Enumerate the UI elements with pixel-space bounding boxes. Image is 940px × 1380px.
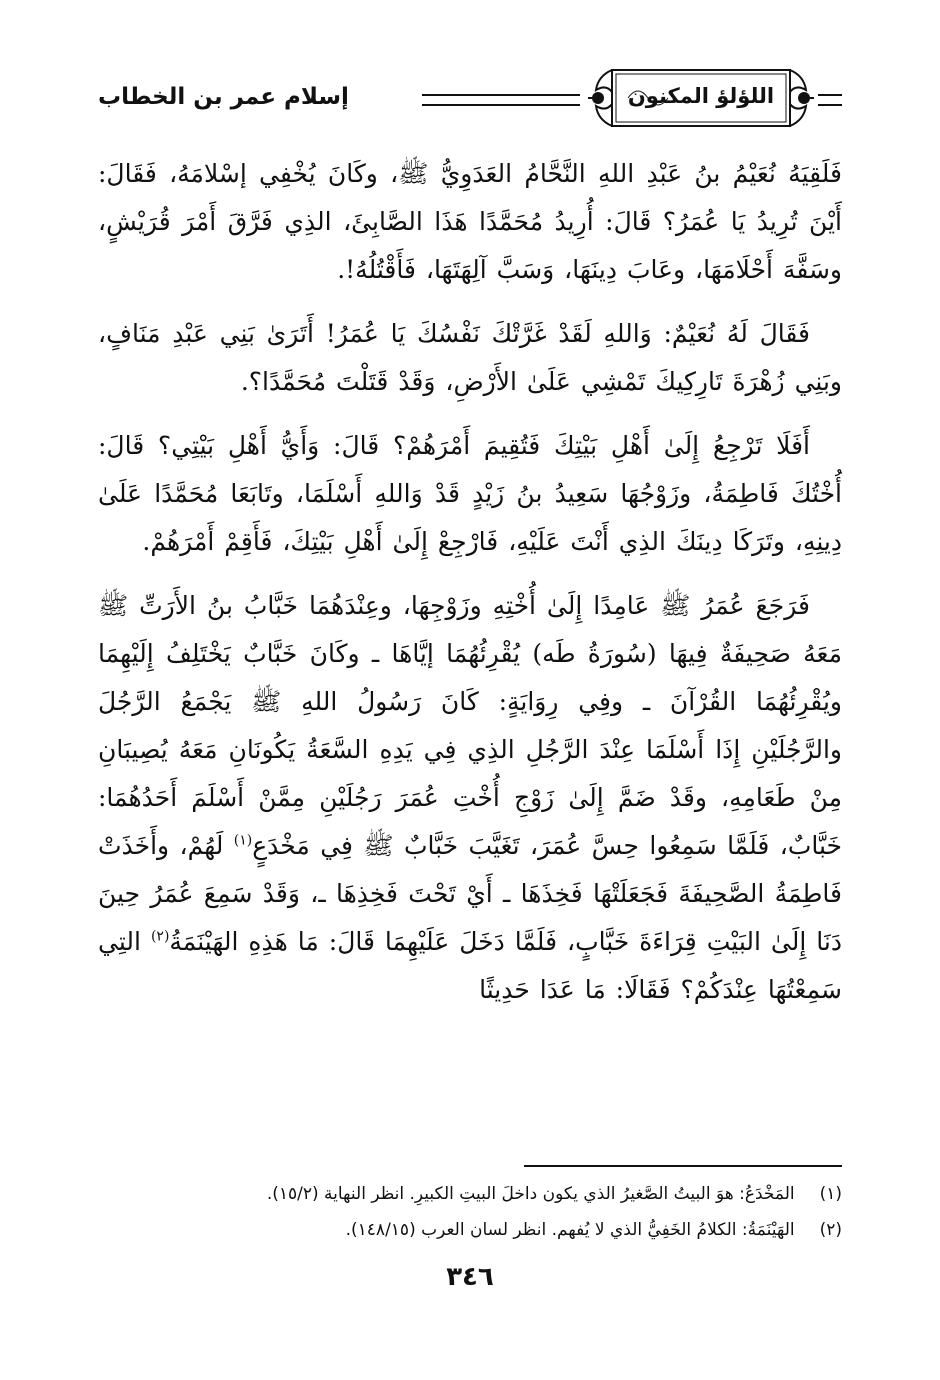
paragraph-4-part-2: لَهُمْ، وأَخَذَتْ فَاطِمَةُ الصَّحِيفَةَ فَجَعَلَتْهَا فَخِذَهَا ـ أَيْ تَحْتَ فَخِذِهَا ـ، وَقَدْ سَمِعَ عُمَرُ حِينَ دَنَا إِلَىٰ البَيْتِ قِرَاءَةَ خَبَّابٍ، فَلَمَّا دَخَلَ عَلَيْهِمَا قَالَ: مَا هَذِهِ الهَيْنَمَةُ (98, 831, 842, 956)
book-title-ornament (588, 64, 814, 132)
footnote-separator (524, 1165, 842, 1167)
paragraph-4-part-3: التِي سَمِعْتُهَا عِنْدَكُمْ؟ فَقَالَا: مَا عَدَا حَدِيثًا (98, 927, 842, 1004)
paragraph-1: فَلَقِيَهُ نُعَيْمُ بنُ عَبْدِ اللهِ النَّحَّامُ العَدَوِيُّ ﷺ، وكَانَ يُخْفِي إسْلامَهُ، فَقَالَ: أَيْنَ تُرِيدُ يَا عُمَرُ؟ قَالَ: أُرِيدُ مُحَمَّدًا هَذَا الصَّابِئَ، الذِي فَرَّقَ أَمْرَ قُرَيْشٍ، وسَفَّهَ أَحْلَامَهَا، وعَابَ دِينَهَا، وَسَبَّ آلِهَتَهَا، فَأَقْتُلُهُ!. (98, 159, 842, 284)
footnote-mark-2: (٢) (150, 928, 170, 945)
paragraph-4 (98, 582, 842, 1014)
footnote-text: المَخْدَعُ: هوَ البيتُ الصَّغيرُ الذي يكون داخلَ البيتِ الكبيرِ. انظر النهاية (١٥/٢). (266, 1184, 795, 1204)
footnote-2 (98, 1212, 842, 1248)
footnote-text: الهَيْنَمَةُ: الكلامُ الخَفِيُّ الذي لا يُفهم. انظر لسان العرب (١٤٨/١٥). (345, 1220, 795, 1240)
footnote-1 (98, 1176, 842, 1212)
paragraph-2: فَقَالَ لَهُ نُعَيْمٌ: وَاللهِ لَقَدْ غَرَّتْكَ نَفْسُكَ يَا عُمَرُ! أَتَرَىٰ بَنِي عَبْدِ مَنَافٍ، وبَنِي زُهْرَةَ تَارِكِيكَ تَمْشِي عَلَىٰ الأَرْضِ، وَقَدْ قَتَلْتَ مُحَمَّدًا؟. (98, 319, 842, 396)
main-text (98, 150, 842, 1150)
header-rule-middle (422, 94, 580, 106)
chapter-title: إسلام عمر بن الخطاب (98, 84, 349, 110)
footnote-number: (١) (819, 1184, 842, 1204)
page-number: ٣٤٦ (446, 1262, 494, 1292)
footnote-mark-1: (١) (233, 832, 253, 849)
footnotes (98, 1176, 842, 1248)
book-title: اللؤلؤ المكنون (627, 84, 775, 108)
running-header (98, 60, 842, 140)
header-rule-right (818, 94, 842, 106)
paragraph-4-part-1: فَرَجَعَ عُمَرُ ﷺ عَامِدًا إِلَىٰ أُخْتِهِ وزَوْجِهَا، وعِنْدَهُمَا خَبَّابُ بنُ الأَرَتِّ ﷺ مَعَهُ صَحِيفَةٌ فِيهَا (سُورَةُ طَه) يُقْرِئُهُمَا إيَّاهَا ـ وكَانَ خَبَّابٌ يَخْتَلِفُ إِلَيْهِمَا ويُقْرِئُهُمَا القُرْآنَ ـ وفِي رِوَايَةٍ: كَانَ رَسُولُ اللهِ ﷺ يَجْمَعُ الرَّجُلَ والرَّجُلَيْنِ إِذَا أَسْلَمَا عِنْدَ الرَّجُلِ الذِي فِي يَدِهِ السَّعَةُ يَكُونَانِ مَعَهُ يُصِيبَانِ مِنْ طَعَامِهِ، وقَدْ ضَمَّ إِلَىٰ زَوْجِ أُخْتِ عُمَرَ رَجُلَيْنِ مِمَّنْ أَسْلَمَ أَحَدُهُمَا: خَبَّابٌ، فَلَمَّا سَمِعُوا حِسَّ عُمَرَ، تَغَيَّبَ خَبَّابٌ ﷺ فِي مَخْدَعٍ (98, 591, 842, 860)
paragraph-3: أَفَلَا تَرْجِعُ إِلَىٰ أَهْلِ بَيْتِكَ فَتُقِيمَ أَمْرَهُمْ؟ قَالَ: وَأَيُّ أَهْلِ بَيْتِي؟ قَالَ: أُخْتُكَ فَاطِمَةُ، وزَوْجُهَا سَعِيدُ بنُ زَيْدٍ قَدْ وَاللهِ أَسْلَمَا، وتَابَعَا مُحَمَّدًا عَلَىٰ دِينِهِ، وتَرَكَا دِينَكَ الذِي أَنْتَ عَلَيْهِ، فَارْجِعْ إِلَىٰ أَهْلِ بَيْتِكَ، فَأَقِمْ أَمْرَهُمْ. (98, 431, 842, 556)
footnote-number: (٢) (819, 1220, 842, 1240)
